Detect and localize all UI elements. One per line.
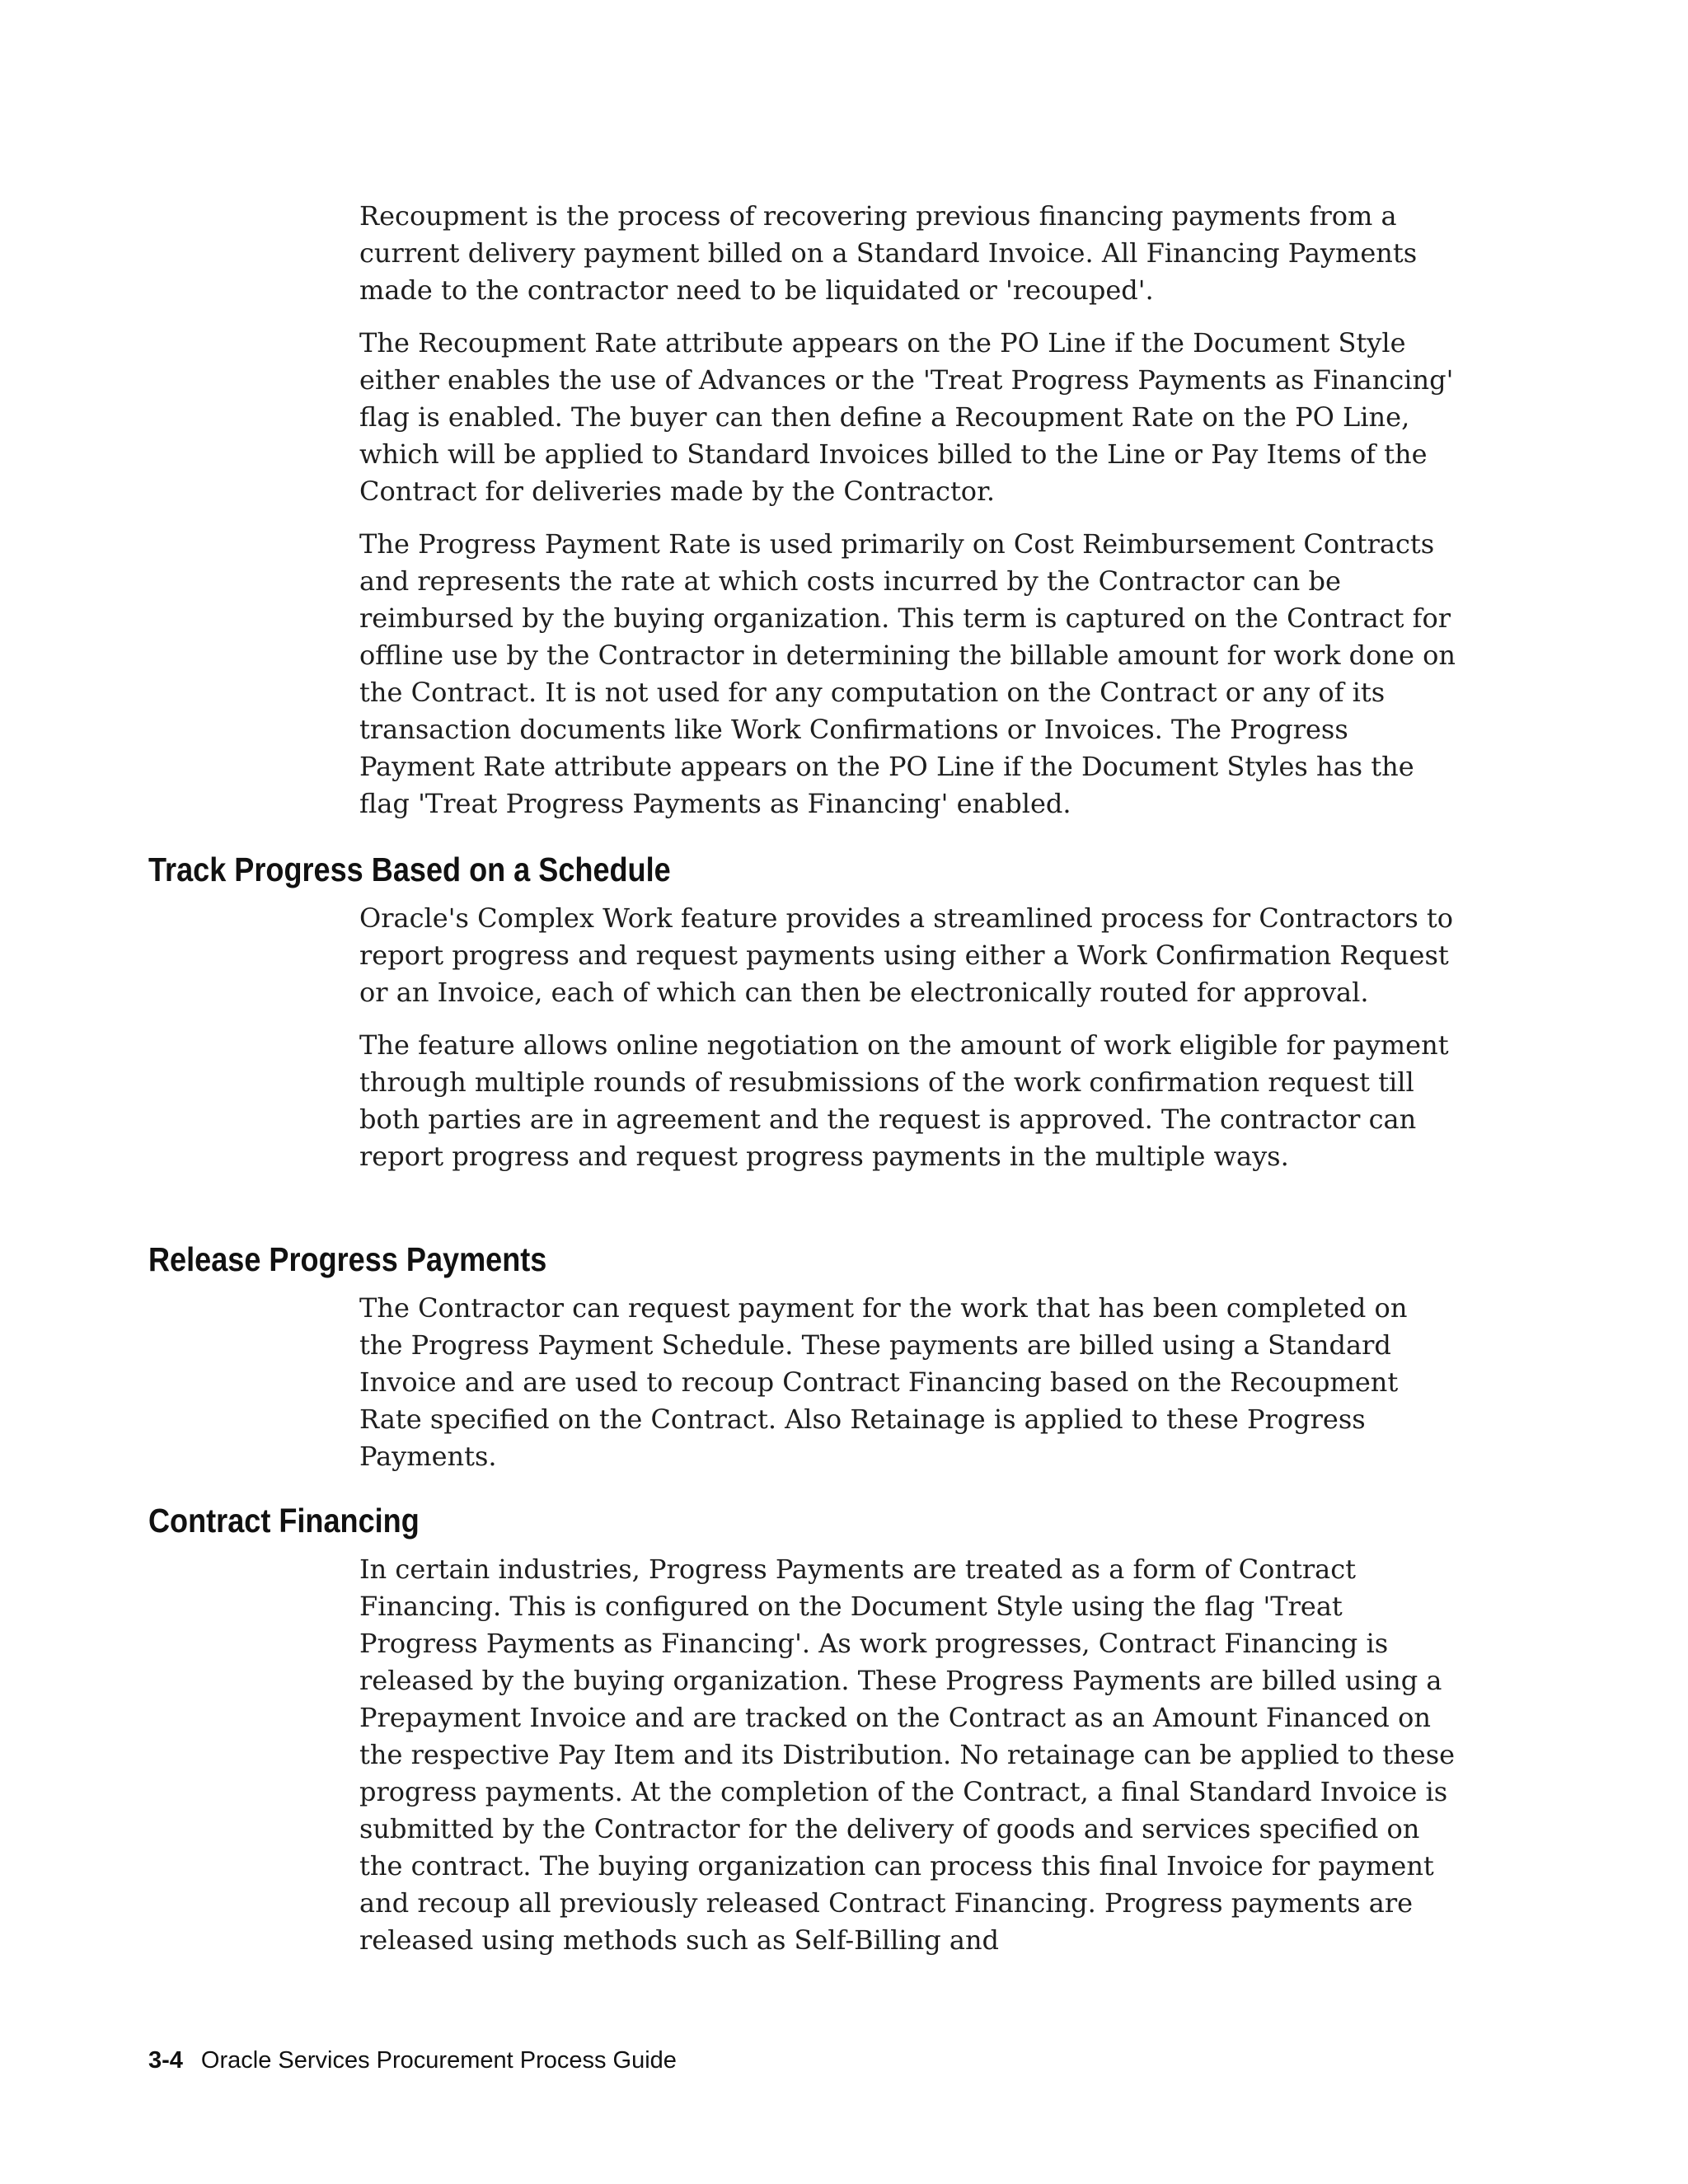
page-number: 3-4 xyxy=(148,2047,183,2074)
heading-release-progress-payments: Release Progress Payments xyxy=(148,1240,547,1278)
heading-track-progress: Track Progress Based on a Schedule xyxy=(148,851,671,888)
heading-contract-financing: Contract Financing xyxy=(148,1502,420,1540)
paragraph-contract-financing: In certain industries, Progress Payments are treated as a form of Contract Financing. This is configured on the Document Style using the flag 'Treat Progress Payments as Financing'. As work progresses, Contract Financing is released by the buying organization. These Progress Payments are billed using a Prepayment Invoice and are tracked on the Contract as an Amount Financed on the respective Pay Item and its Distribution. No retainage can be applied to these progress payments. At the completion of the Contract, a final Standard Invoice is submitted by the Contractor for the delivery of goods and services specified on the contract. The buying organization can process this final Invoice for payment and recoup all previously released Contract Financing. Progress payments are released using methods such as Self-Billing and xyxy=(359,1554,1456,1956)
page-footer xyxy=(148,2044,677,2077)
paragraph-recoupment-definition: Recoupment is the process of recovering previous financing payments from a current delivery payment billed on a Standard Invoice. All Financing Payments made to the contractor need to be liquidated or 'recouped'. xyxy=(359,200,1418,306)
paragraph-progress-payment-rate: The Progress Payment Rate is used primarily on Cost Reimbursement Contracts and represents the rate at which costs incurred by the Contractor can be reimbursed by the buying organization. This term is captured on the Contract for offline use by the Contractor in determining the billable amount for work done on the Contract. It is not used for any computation on the Contract or any of its transaction documents like Work Confirmations or Invoices. The Progress Payment Rate attribute appears on the PO Line if the Document Styles has the flag 'Treat Progress Payments as Financing' enabled. xyxy=(359,528,1456,819)
paragraph-online-negotiation: The feature allows online negotiation on the amount of work eligible for payment through multiple rounds of resubmissions of the work confirmation request till both parties are in agreement and the request is approved. The contractor can report progress and request progress payments in the multiple ways. xyxy=(359,1029,1449,1172)
paragraph-request-payment: The Contractor can request payment for the work that has been completed on the Progress Payment Schedule. These payments are billed using a Standard Invoice and are used to recoup Contract Financing based on the Recoupment Rate specified on the Contract. Also Retainage is applied to these Progress Payments. xyxy=(359,1292,1408,1472)
paragraph-recoupment-rate: The Recoupment Rate attribute appears on the PO Line if the Document Style either enables the use of Advances or the 'Treat Progress Payments as Financing' flag is enabled. The buyer can then define a Recoupment Rate on the PO Line, which will be applied to Standard Invoices billed to the Line or Pay Items of the Contract for deliveries made by the Contractor. xyxy=(359,327,1454,507)
guide-title: Oracle Services Procurement Process Guide xyxy=(200,2047,677,2074)
paragraph-complex-work-feature: Oracle's Complex Work feature provides a streamlined process for Contractors to report progress and request payments using either a Work Confirmation Request or an Invoice, each of which can then be electronically routed for approval. xyxy=(359,902,1454,1008)
